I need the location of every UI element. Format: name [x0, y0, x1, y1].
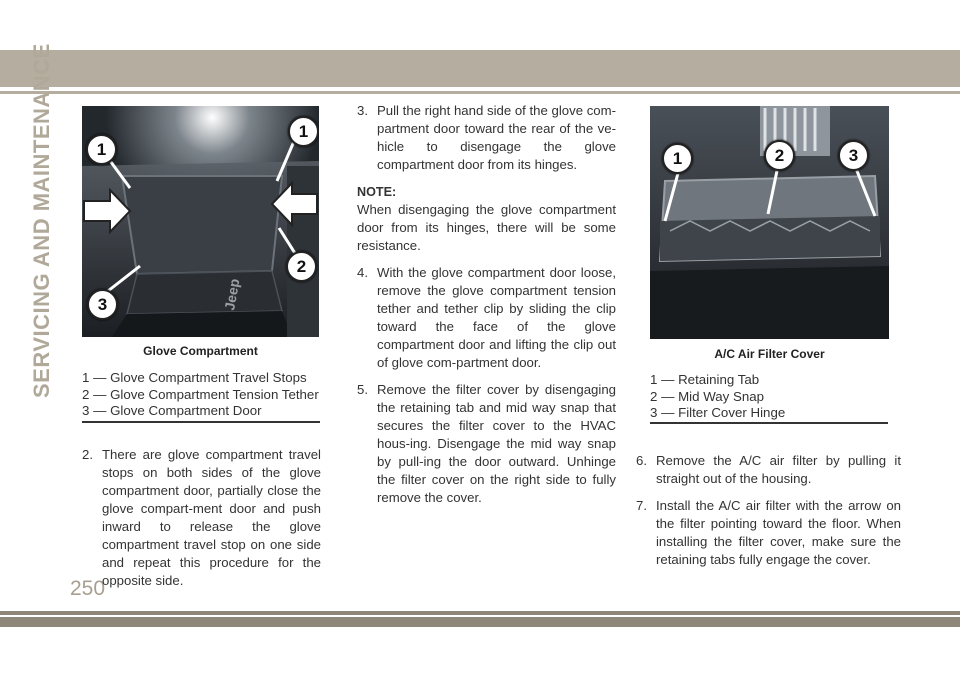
- legend-item: 3 — Filter Cover Hinge: [650, 405, 786, 420]
- step-5: [357, 381, 616, 507]
- step-text: Pull the right hand side of the glove com-partment door toward the rear of the ve-hicle to disengage the glove compartment door from its hinges.: [377, 103, 616, 172]
- step-number: 2.: [82, 447, 93, 462]
- footer-band: [0, 617, 960, 627]
- figure1-legend-rule: [82, 421, 320, 423]
- step-number: 4.: [357, 265, 368, 280]
- step-text: Remove the A/C air filter by pulling it straight out of the housing.: [656, 453, 901, 486]
- figure2-caption: A/C Air Filter Cover: [714, 347, 825, 361]
- section-title: SERVICING AND MAINTENANCE: [29, 43, 54, 398]
- step-4: [357, 264, 616, 372]
- step-text: With the glove compartment door loose, remove the glove compartment tension tether and tether clip by sliding the clip toward the face of the glove compartment door and lifting the clip out of glove com-partment door.: [377, 265, 616, 370]
- step-3: [357, 102, 616, 174]
- step-number: 6.: [636, 453, 647, 468]
- legend-item: 1 — Glove Compartment Travel Stops: [82, 370, 307, 385]
- figure1-caption: Glove Compartment: [143, 344, 258, 358]
- figure1-legend: [82, 370, 322, 420]
- glove-compartment-photo: [82, 106, 319, 337]
- step-text: There are glove compartment travel stops on both sides of the glove compartment door, partially close the glove compart-ment door and push inward to release the glove compartment travel stop on one side and repeat this procedure for the opposite side.: [102, 447, 321, 588]
- step-7: [636, 497, 901, 569]
- step-number: 7.: [636, 498, 647, 513]
- step-2: [82, 446, 321, 590]
- legend-item: 2 — Glove Compartment Tension Tether: [82, 386, 319, 402]
- legend-item: 2 — Mid Way Snap: [650, 388, 765, 404]
- figure2-legend-rule: [650, 422, 888, 424]
- footer-rule: [0, 611, 960, 615]
- legend-item: 3 — Glove Compartment Door: [82, 403, 262, 418]
- step-6: [636, 452, 901, 488]
- column-2: [357, 102, 616, 507]
- note-text: When disengaging the glove compartment door from its hinges, there will be some resistance.: [357, 202, 616, 253]
- column-1: [82, 446, 321, 590]
- jeep-badge-text: Jeep: [221, 277, 243, 312]
- callout-1b: 1: [288, 116, 319, 147]
- callout-2: 2: [764, 140, 795, 171]
- figure2-legend: [650, 372, 890, 422]
- legend-item: 1 — Retaining Tab: [650, 372, 760, 387]
- note-heading: NOTE:: [357, 185, 397, 199]
- column-3: [636, 452, 901, 569]
- callout-1a: 1: [86, 134, 117, 165]
- callout-3: 3: [87, 289, 118, 320]
- header-rule: [0, 91, 960, 94]
- ac-filter-cover-photo: [650, 106, 889, 339]
- page-number: 250: [70, 577, 106, 600]
- callout-2: 2: [286, 251, 317, 282]
- step-number: 3.: [357, 103, 368, 118]
- step-number: 5.: [357, 382, 368, 397]
- header-band: [0, 50, 960, 87]
- callout-1: 1: [662, 143, 693, 174]
- step-text: Remove the filter cover by disengaging the retaining tab and mid way snap that secures the filter cover to the HVAC hous-ing. Disengage the mid way snap by pull-ing the door outward. Unhinge the filter cover on the right side to fully remove the cover.: [377, 382, 616, 505]
- callout-3: 3: [838, 140, 869, 171]
- step-text: Install the A/C air filter with the arrow on the filter pointing toward the floor. When installing the filter cover, make sure the retaining tabs fully engage the cover.: [656, 498, 901, 567]
